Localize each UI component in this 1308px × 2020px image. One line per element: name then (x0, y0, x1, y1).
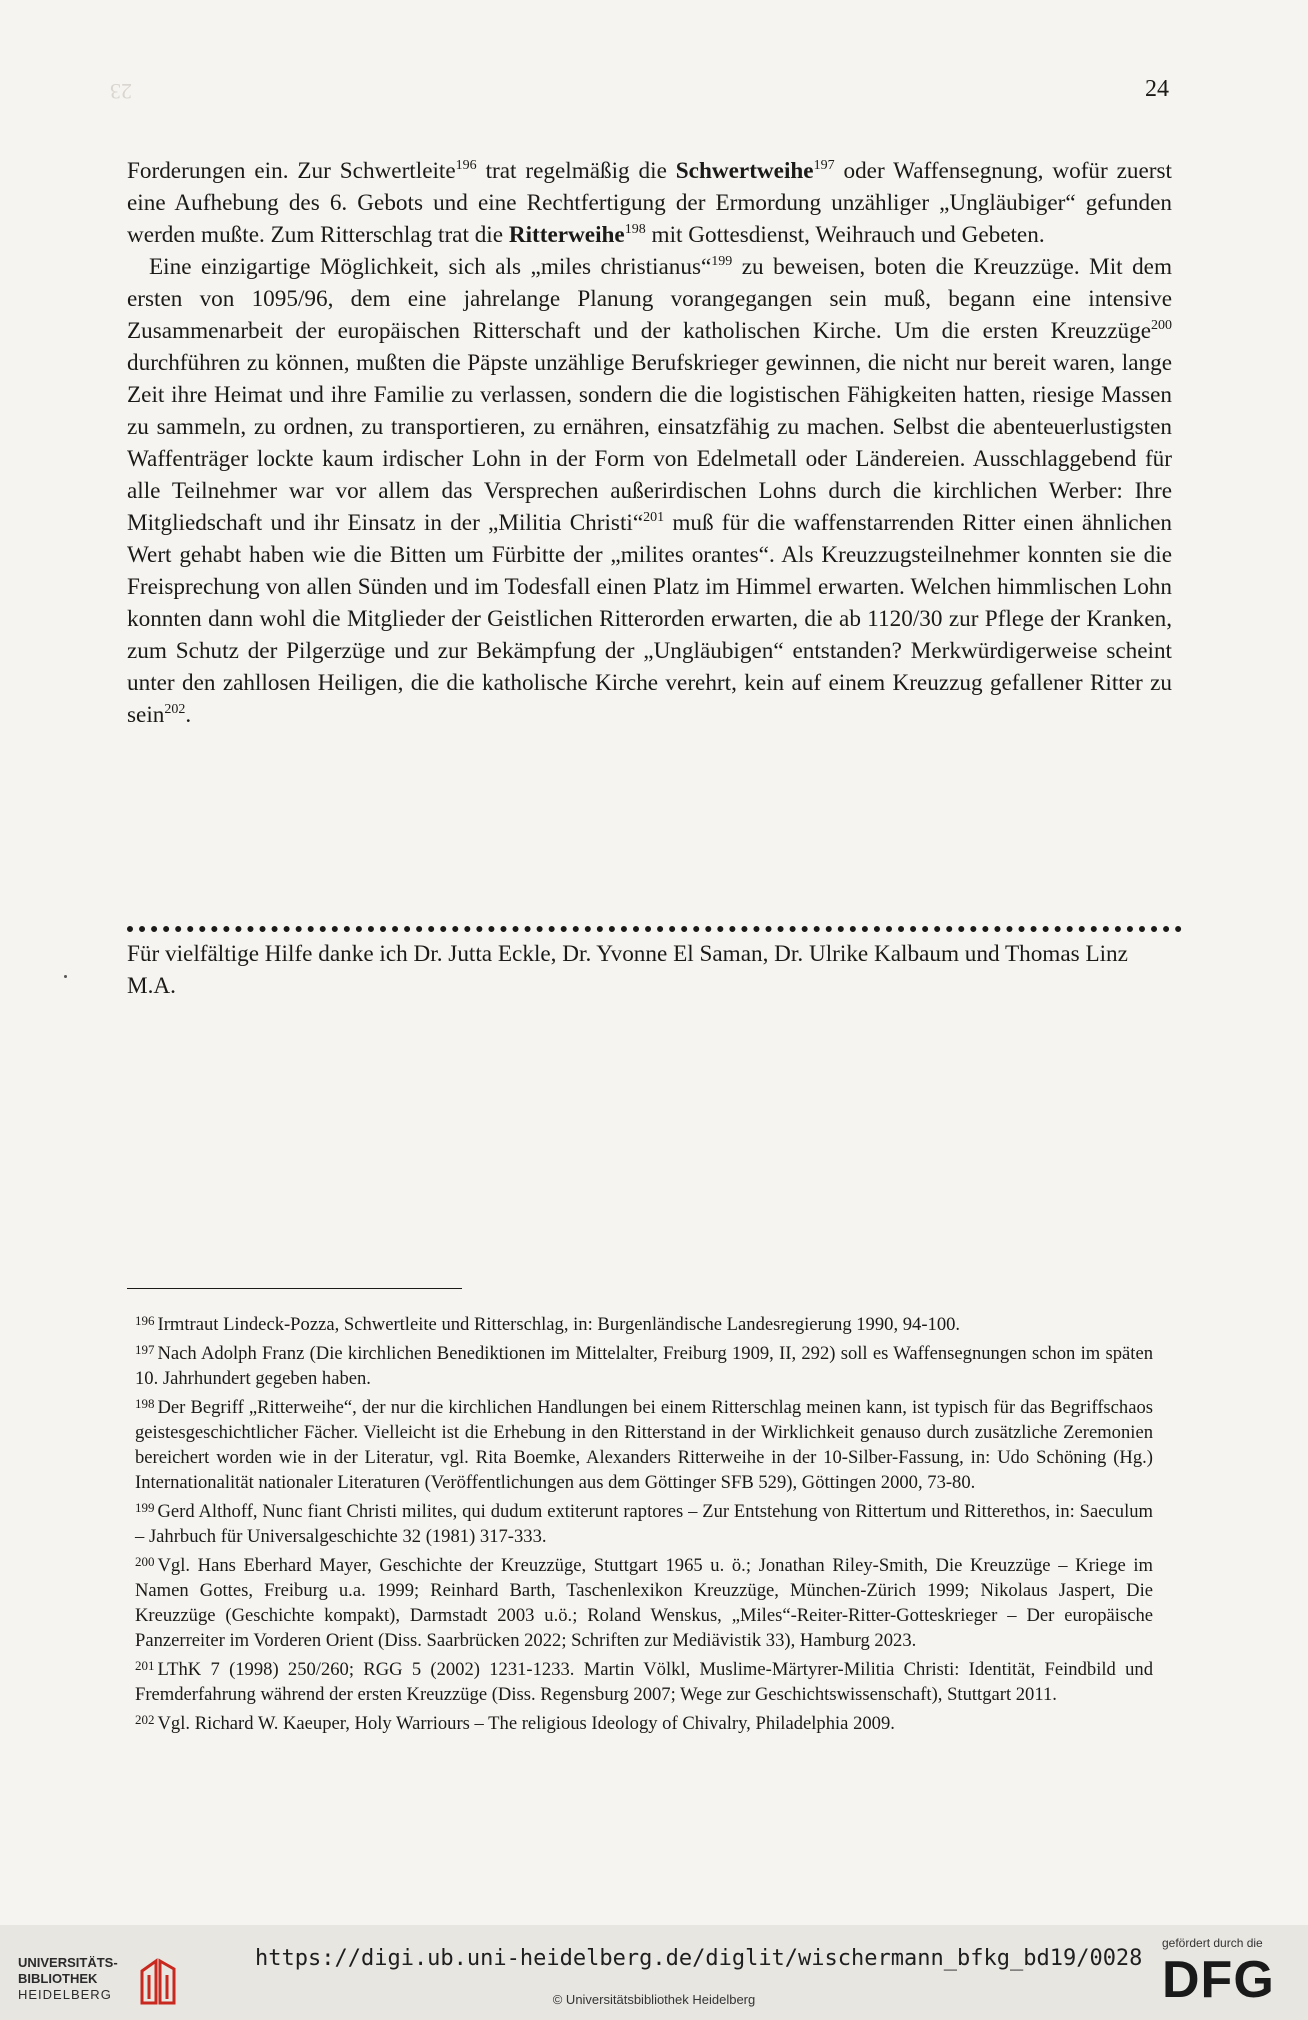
footnote-ref-197[interactable]: 197 (813, 158, 835, 173)
footnote-200: $^{200}$ Vgl. Hans Eberhard Mayer, Geschichte der Kreuzzüge, Stuttgart 1965 u. ö.; Jonathan Riley-Smith, Die Kreuzzüge – Kriege im Namen Gottes, Freiburg u.a. 1999; Reinhard Barth, Taschenlexikon Kreuzzüge, München-Zürich 1999; Nikolaus Jaspert, Die Kreuzzüge (Geschichte kompakt), Darmstadt 2003 u.ö.; Roland Wenskus, „Miles“-Reiter-Ritter-Gotteskrieger – Der europäische Panzerreiter im Vorderen Orient (Diss. Saarbrücken 2022; Schriften zur Mediävistik 33), Hamburg 2023. (135, 1554, 1153, 1651)
paragraph-1: Forderungen ein. Zur Schwertleite$^{196}$ trat regelmäßig die Schwertweihe$^{197}$ oder Waffensegnung, wofür zuerst eine Aufhebung des 6. Gebots und eine Rechtfertigung der Ermordung unzähliger „Ungläubiger“ gefunden werden mußte. Zum Ritterschlag trat die Ritterweihe$^{198}$ mit Gottesdienst, Weihrauch und Gebeten. (127, 158, 1172, 248)
footnote-198: $^{198}$ Der Begriff „Ritterweihe“, der nur die kirchlichen Handlungen bei einem Ritterschlag meinen kann, ist typisch für das Begriffschaos geistesgeschichtlicher Fächer. Vielleicht ist die Erhebung in den Ritterstand in der Wirklichkeit genauso durch zusätzliche Zeremonien bereichert worden wie in der Literatur, vgl. Rita Boemke, Alexanders Ritterweihe in der 10-Silber-Fassung, in: Udo Schöning (Hg.) Internationalität nationaler Literaturen (Veröffentlichungen aus dem Göttinger SFB 529), Göttingen 2000, 73-80. (135, 1396, 1153, 1493)
footnote-ref-198[interactable]: 198 (624, 222, 646, 237)
permalink-url[interactable]: https://digi.ub.uni-heidelberg.de/diglit/wischermann_bfkg_bd19/0028 (255, 1946, 1143, 1971)
footnote-197: $^{197}$ Nach Adolph Franz (Die kirchlichen Benediktionen im Mittelalter, Freiburg 1909, II, 292) soll es Waffensegnungen schon im späten 10. Jahrhundert gegeben haben. (135, 1342, 1153, 1389)
footnote-ref-196[interactable]: 196 (455, 158, 477, 173)
footnote-ref-200[interactable]: 200 (1151, 318, 1172, 333)
library-logo[interactable]: UNIVERSITÄTS- BIBLIOTHEK HEIDELBERG (18, 1955, 183, 2010)
main-text (127, 155, 1172, 731)
acknowledgement-text: Für vielfältige Hilfe danke ich Dr. Jutta Eckle, Dr. Yvonne El Saman, Dr. Ulrike Kalbaum und Thomas Linz M.A. (127, 941, 1128, 999)
footnote-ref-199[interactable]: 199 (711, 254, 733, 269)
funding-note: gefördert durch die (1162, 1936, 1263, 1950)
dotted-separator (127, 926, 1182, 932)
footnote-201: $^{201}$ LThK 7 (1998) 250/260; RGG 5 (2002) 1231-1233. Martin Völkl, Muslime-Märtyrer-Militia Christi: Identität, Feindbild und Fremderfahrung während der ersten Kreuzzüge (Diss. Regensburg 2007; Wege zur Geschichtswissenschaft), Stuttgart 2011. (135, 1658, 1153, 1705)
page-number: 24 (1145, 76, 1169, 102)
scan-speck (64, 975, 67, 978)
footnote-199: $^{199}$ Gerd Althoff, Nunc fiant Christi milites, qui dudum extiterunt raptores – Zur Entstehung von Rittertum und Ritterethos, in: Saeculum – Jahrbuch für Universalgeschichte 32 (1981) 317-333. (135, 1500, 1153, 1547)
footnote-ref-202[interactable]: 202 (164, 702, 186, 717)
copyright-notice: © Universitätsbibliothek Heidelberg (552, 1992, 756, 2007)
dfg-logo[interactable]: DFG (1162, 1951, 1275, 2009)
footnote-rule (127, 1288, 462, 1289)
paragraph-2: Eine einzigartige Möglichkeit, sich als „miles christianus“$^{199}$ zu beweisen, boten die Kreuzzüge. Mit dem ersten von 1095/96, dem eine jahrelange Planung vorangegangen sein muß, begann eine intensive Zusammenarbeit der europäischen Ritterschaft und der katholischen Kirche. Um die ersten Kreuzzüge$^{200}$ durchführen zu können, mußten die Päpste unzählige Berufskrieger gewinnen, die nicht nur bereit waren, lange Zeit ihre Heimat und ihre Familie zu verlassen, sondern die die logistischen Fähigkeiten hatten, riesige Massen zu sammeln, zu ordnen, zu transportieren, zu ernähren, einsatzfähig zu machen. Selbst die abenteuerlustigsten Waffenträger lockte kaum irdischer Lohn in der Form von Edelmetall oder Ländereien. Ausschlaggebend für alle Teilnehmer war vor allem das Versprechen außerirdischen Lohns durch die kirchlichen Werber: Ihre Mitgliedschaft und ihr Einsatz in der „Militia Christi“$^{201}$ muß für die waffenstarrenden Ritter einen ähnlichen Wert gehabt haben wie die Bitten um Fürbitte der „milites orantes“. Als Kreuzzugsteilnehmer konnten sie die Freisprechung von allen Sünden und im Todesfall einen Platz im Himmel erwarten. Welchen himmlischen Lohn konnten dann wohl die Mitglieder der Geistlichen Ritterorden erwarten, die ab 1120/30 zur Pflege der Kranken, zum Schutz der Pilgerzüge und zur Bekämpfung der „Ungläubigen“ entstanden? Merkwürdigerweise scheint unter den zahllosen Heiligen, die die katholische Kirche verehrt, kein auf einem Kreuzzug gefallener Ritter zu sein$^{202}$. (127, 254, 1172, 728)
footnote-196: $^{196}$ Irmtraut Lindeck-Pozza, Schwertleite und Ritterschlag, in: Burgenländische Landesregierung 1990, 94-100. (135, 1313, 961, 1335)
footnotes (135, 1308, 1153, 1736)
bleed-through-page-number: 23 (110, 79, 132, 104)
footnote-202: $^{202}$ Vgl. Richard W. Kaeuper, Holy Warriours – The religious Ideology of Chivalry, Philadelphia 2009. (135, 1712, 895, 1734)
footnote-ref-201[interactable]: 201 (643, 510, 665, 525)
